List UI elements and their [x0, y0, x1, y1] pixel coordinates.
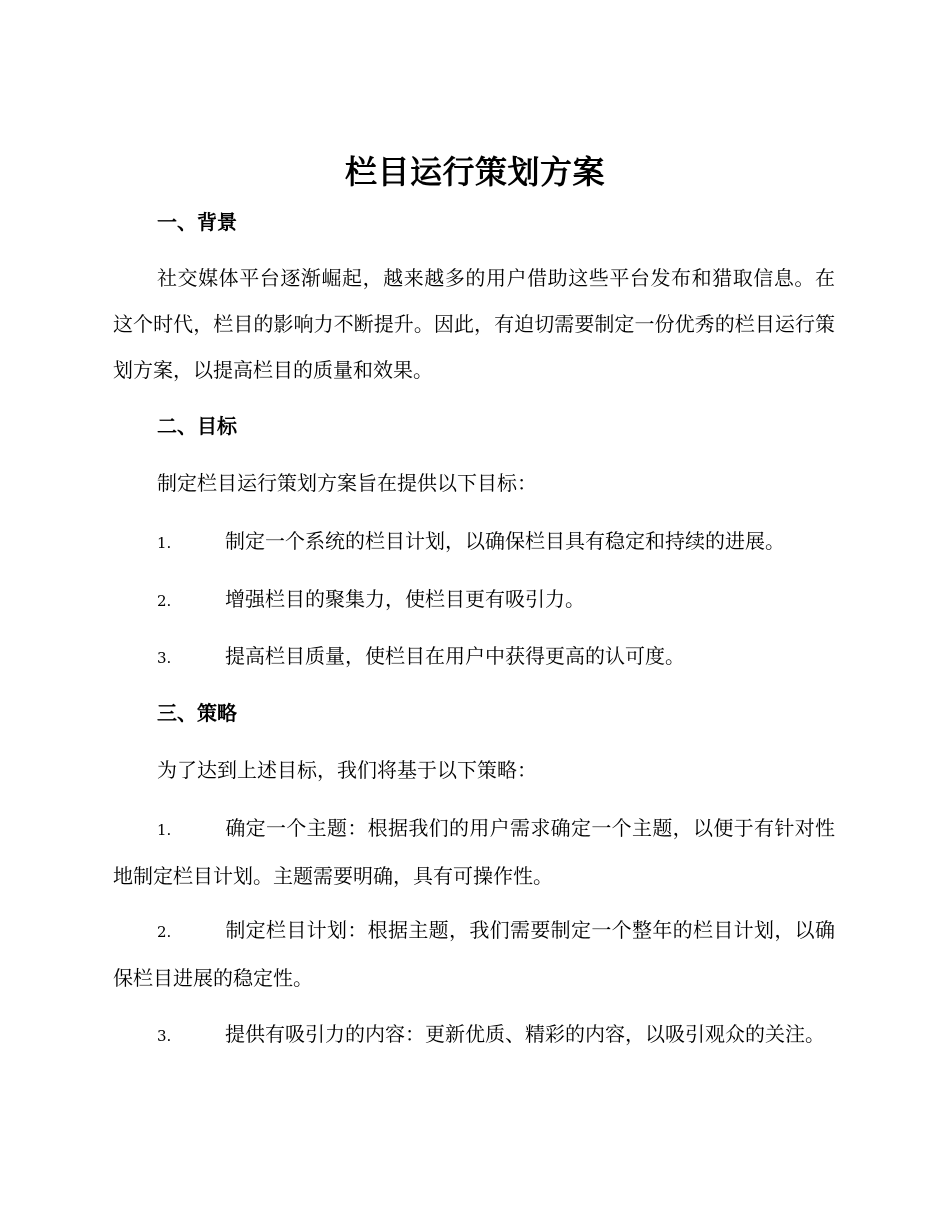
strategy-item-text: 提供有吸引力的内容：更新优质、精彩的内容，以吸引观众的关注。: [225, 1022, 825, 1046]
goals-intro: 制定栏目运行策划方案旨在提供以下目标：: [157, 471, 537, 495]
section-heading-goals: 二、目标: [157, 414, 237, 438]
goal-item: [113, 518, 835, 566]
goal-item: [113, 576, 835, 624]
goal-item-number: 2.: [157, 592, 172, 610]
strategy-item: [113, 1011, 835, 1059]
document-title: 栏目运行策划方案: [344, 153, 605, 191]
strategy-item: [113, 907, 835, 1001]
goal-item-text: 增强栏目的聚集力，使栏目更有吸引力。: [225, 587, 585, 611]
strategy-item-number: 1.: [157, 821, 172, 839]
goal-item-text: 制定一个系统的栏目计划，以确保栏目具有稳定和持续的进展。: [225, 529, 785, 553]
strategy-item-number: 3.: [157, 1027, 172, 1045]
strategy-item-text: 确定一个主题：根据我们的用户需求确定一个主题，以便于有针对性地制定栏目计划。主题需要明确，具有可操作性。: [113, 816, 835, 888]
goal-item-text: 提高栏目质量，使栏目在用户中获得更高的认可度。: [225, 644, 685, 668]
strategy-item: [113, 805, 835, 899]
goal-item-number: 1.: [157, 534, 172, 552]
goal-item-number: 3.: [157, 649, 172, 667]
strategy-item-text: 制定栏目计划：根据主题，我们需要制定一个整年的栏目计划，以确保栏目进展的稳定性。: [113, 918, 835, 990]
section-heading-background: 一、背景: [157, 210, 237, 234]
background-paragraph: 社交媒体平台逐渐崛起，越来越多的用户借助这些平台发布和猎取信息。在这个时代，栏目的影响力不断提升。因此，有迫切需要制定一份优秀的栏目运行策划方案，以提高栏目的质量和效果。: [113, 266, 835, 382]
strategy-item-number: 2.: [157, 923, 172, 941]
section-heading-strategy: 三、策略: [157, 701, 237, 725]
strategy-intro: 为了达到上述目标，我们将基于以下策略：: [157, 758, 537, 782]
goal-item: [113, 633, 835, 681]
